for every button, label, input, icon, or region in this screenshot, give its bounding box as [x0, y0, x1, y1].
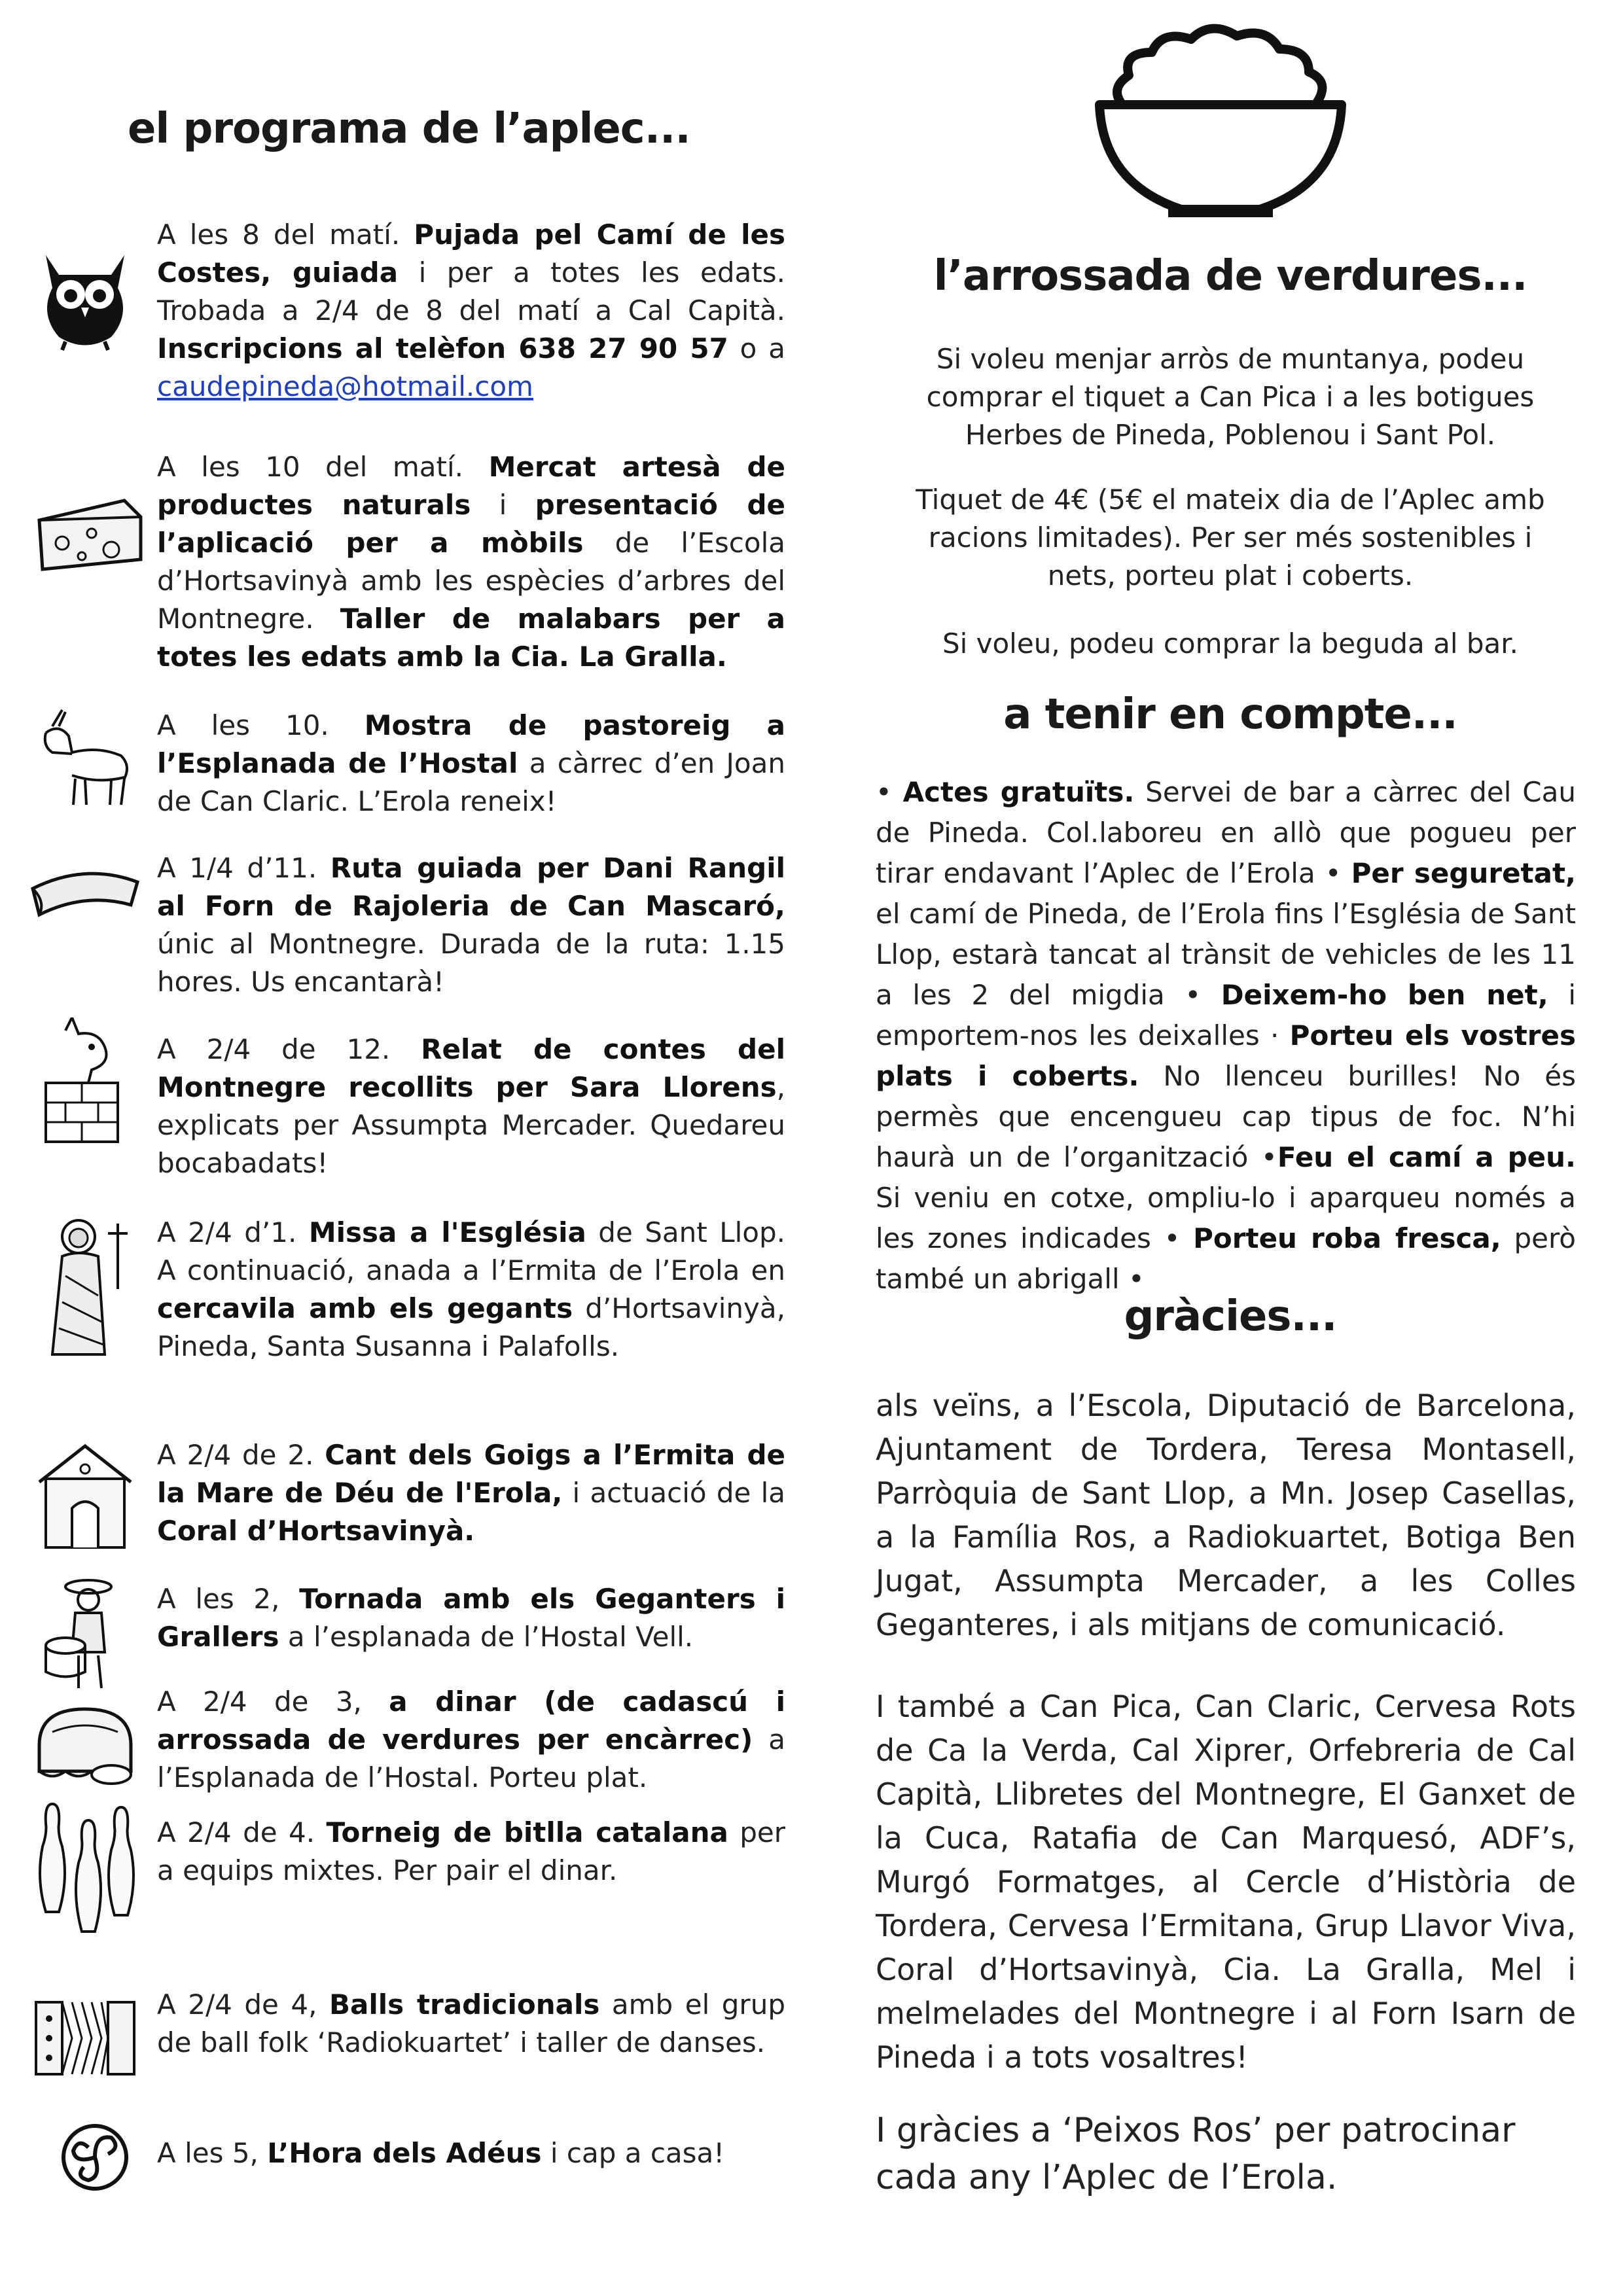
- program-item-text: A 2/4 de 4. Torneig de bitlla catalana per a equips mixtes. Per pair el dinar.: [157, 1816, 785, 1886]
- program-item-text: A 2/4 de 3, a dinar (de cadascú i arrossada de verdures per encàrrec) a l’Esplanada de l’Hostal. Porteu plat.: [157, 1686, 785, 1793]
- program-title: el programa de l’aplec...: [128, 105, 690, 153]
- program-item-text: A les 5, L’Hora dels Adéus i cap a casa!: [157, 2137, 725, 2169]
- program-item-text: A 2/4 de 2. Cant dels Goigs a l’Ermita de la Mare de Déu de l'Erola, i actuació de la Coral d’Hortsavinyà.: [157, 1439, 785, 1547]
- bowling-pins-icon: [26, 1794, 144, 1945]
- gracies-title: gràcies...: [1124, 1292, 1337, 1341]
- email-link[interactable]: caudepineda@hotmail.com: [157, 370, 533, 402]
- program-item-text: A 2/4 d’1. Missa a l'Església de Sant Llop. A continuació, anada a l’Ermita de l’Erola en cercavila amb els gegants d’Hortsavinyà, Pineda, Santa Susanna i Palafolls.: [157, 1216, 786, 1362]
- accordion-icon: [26, 1986, 144, 2110]
- cheese-icon: [26, 481, 144, 605]
- drummer-icon: [26, 1574, 144, 1698]
- program-item-text: A les 8 del matí. Pujada pel Camí de les Costes, guiada i per a totes les edats. Trobada a 2/4 de 8 del matí a Cal Capità. Inscripcions al telèfon 638 27 90 57 o a caudepineda@hotmail.com: [157, 219, 785, 402]
- saint-icon: [26, 1217, 144, 1368]
- gracies-paragraph-1: als veïns, a l’Escola, Diputació de Barcelona, Ajuntament de Tordera, Teresa Montasell, Parròquia de Sant Llop, a Mn. Josep Casellas, a la Família Ros, a Radiokuartet, Botiga Ben Jugat, Assumpta Mercader, a les Colles Geganteres, i als mitjans de comunicació.: [876, 1388, 1576, 1642]
- arrossada-title: l’arrossada de verdures...: [933, 252, 1527, 300]
- compte-paragraph: • Actes gratuïts. Servei de bar a càrrec del Cau de Pineda. Col.laboreu en allò que pogueu per tirar endavant l’Aplec de l’Erola • Per seguretat, el camí de Pineda, de l’Erola fins l’Església de Sant Llop, estarà tancat al trànsit de vehicles de les 11 a les 2 del migdia • Deixem-ho ben net, i emportem-nos les deixalles · Porteu els vostres plats i coberts. No llenceu burilles! No és permès que encengueu cap tipus de foc. N’hi haurà un de l’organització •Feu el camí a peu. Si veniu en cotxe, ompliu-lo i aparqueu només a les zones indicades • Porteu roba fresca, però també un abrigall •: [876, 776, 1577, 1295]
- arrossada-paragraph-2: Tiquet de 4€ (5€ el mateix dia de l’Aplec amb racions limitades). Per ser més sostenibles i nets, porteu plat i coberts.: [916, 484, 1545, 592]
- triskelion-icon: [26, 2121, 144, 2193]
- program-item-text: A 2/4 de 12. Relat de contes del Montnegre recollits per Sara Llorens, explicats per Assumpta Mercader. Quedareu bocabadats!: [157, 1033, 785, 1179]
- program-item-text: A 1/4 d’11. Ruta guiada per Dani Rangil al Forn de Rajoleria de Can Mascaró, únic al Montnegre. Durada de la ruta: 1.15 hores. Us encantarà!: [157, 852, 785, 998]
- rice-bowl-icon: [1083, 13, 1358, 236]
- gracies-paragraph-2: I també a Can Pica, Can Claric, Cervesa Rots de Ca la Verda, Cal Xiprer, Orfebreria de Cal Capità, Llibretes del Montnegre, El Ganxet de la Cuca, Ratafia de Can Marquesó, ADF’s, Murgó Formatges, al Cercle d’Història de Tordera, Cervesa l’Ermitana, Grup Llavor Viva, Coral d’Hortsavinyà, Cia. La Gralla, Mel i melmelades del Montnegre i al Forn Isarn de Pineda i a tots vosaltres!: [876, 1689, 1576, 2075]
- compte-title: a tenir en compte...: [1003, 690, 1457, 739]
- storyteller-dog-icon: [26, 1017, 144, 1142]
- arrossada-paragraph-3: Si voleu, podeu comprar la beguda al bar.: [942, 627, 1519, 660]
- program-item-text: A 2/4 de 4, Balls tradicionals amb el grup de ball folk ‘Radiokuartet’ i taller de danses.: [157, 1988, 785, 2058]
- goat-icon: [26, 707, 144, 831]
- arrossada-paragraph-1: Si voleu menjar arròs de muntanya, podeu comprar el tiquet a Can Pica i a les botigues Herbes de Pineda, Poblenou i Sant Pol.: [926, 343, 1535, 451]
- program-item-text: A les 10. Mostra de pastoreig a l’Esplanada de l’Hostal a càrrec d’en Joan de Can Claric. L’Erola reneix!: [157, 709, 785, 817]
- chapel-icon: [26, 1436, 144, 1561]
- roof-tile-icon: [26, 856, 144, 980]
- program-item-text: A les 10 del matí. Mercat artesà de productes naturals i presentació de l’aplicació per a mòbils de l’Escola d’Hortsavinyà amb les espècies d’arbres del Montnegre. Taller de malabars per a totes les edats amb la Cia. La Gralla.: [157, 451, 785, 673]
- program-item-text: A les 2, Tornada amb els Geganters i Grallers a l’esplanada de l’Hostal Vell.: [157, 1583, 786, 1653]
- sponsor-thanks: I gràcies a ‘Peixos Ros’ per patrocinar cada any l’Aplec de l’Erola.: [876, 2111, 1516, 2197]
- owl-icon: [26, 229, 144, 353]
